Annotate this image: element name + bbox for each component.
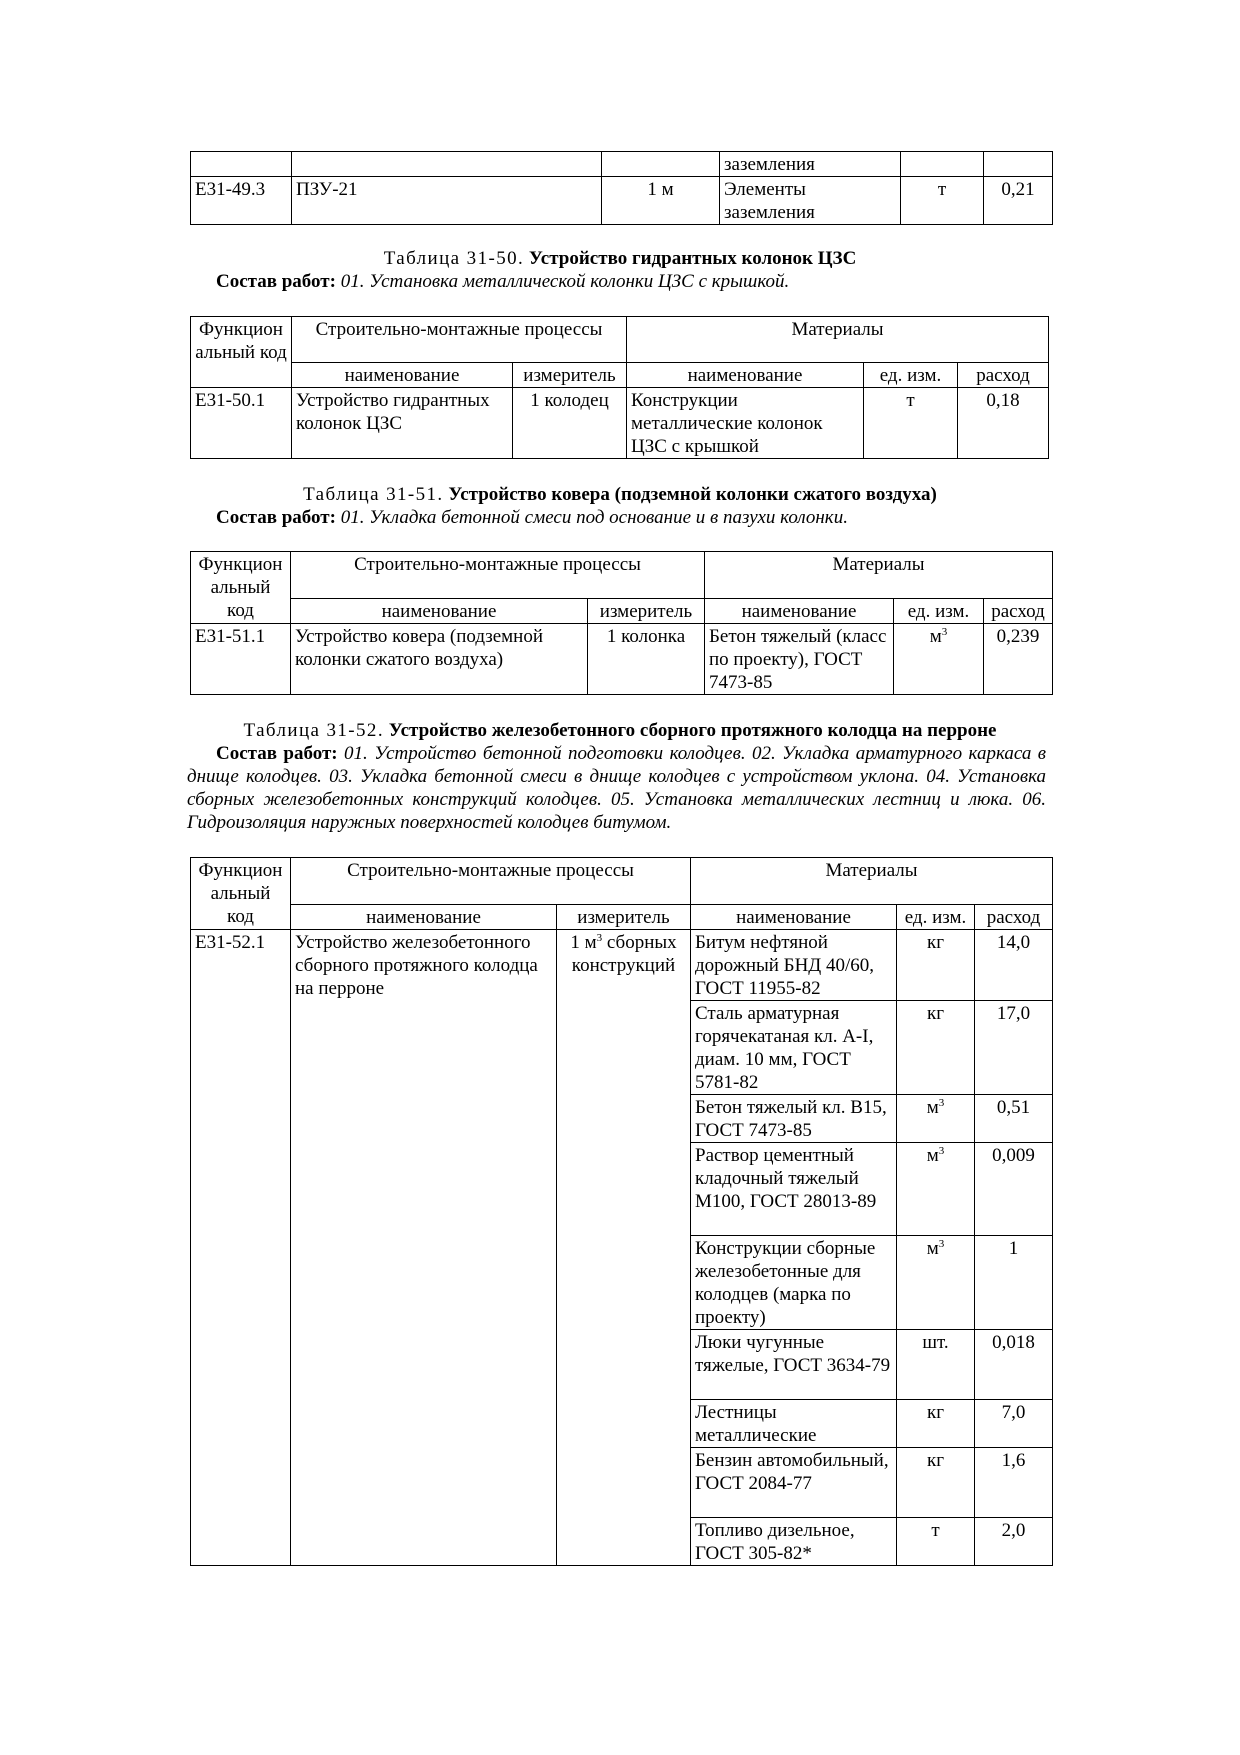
header-row [191,552,1053,599]
material-name-cell: Лестницы металлические [691,1400,897,1448]
material-name-cell: Бетон тяжелый (класс по проекту), ГОСТ 7473-85 [705,624,894,695]
rate-cell: 1 [975,1236,1053,1330]
header-processes: Строительно-монтажные процессы [291,552,705,599]
unit-text: м [926,1097,939,1118]
material-name-cell: Конструкции сборные железобетонные для колодцев (марка по проекту) [691,1236,897,1330]
header-rate: расход [958,363,1049,388]
unit-cell [897,1236,975,1330]
process-name-cell: Устройство ковера (подземной колонки сжатого воздуха) [291,624,588,695]
work-composition-label: Состав работ: [216,743,338,764]
meter-cell [602,152,720,177]
table-row [191,152,1053,177]
header-name: наименование [291,599,588,624]
header-unit: ед. изм. [864,363,958,388]
header-materials: Материалы [691,858,1053,905]
table-31-52 [190,857,1053,1566]
table-number: Таблица 31-52. [243,720,384,741]
material-name-cell: Битум нефтяной дорожный БНД 40/60, ГОСТ 11955-82 [691,930,897,1001]
unit-text: кг [926,1402,945,1423]
rate-cell: 14,0 [975,930,1053,1001]
code-cell: Е31-51.1 [191,624,291,695]
process-name-cell: ПЗУ-21 [292,177,602,225]
unit-cell [897,1400,975,1448]
process-name-cell [292,152,602,177]
unit-text: м [929,626,942,647]
header-name: наименование [292,363,513,388]
unit-text: кг [926,1450,945,1471]
header-materials: Материалы [627,317,1049,363]
header-rate: расход [975,905,1053,930]
work-composition-text: 01. Установка металлической колонки ЦЗС с крышкой. [340,271,790,292]
work-composition [216,506,1046,529]
header-meter: измеритель [513,363,627,388]
meter-cell: 1 м [602,177,720,225]
work-composition-label: Состав работ: [216,271,336,292]
unit-cell [897,1330,975,1400]
rate-cell: 0,018 [975,1330,1053,1400]
code-cell: Е31-50.1 [191,388,292,459]
unit-superscript: 3 [938,1238,945,1250]
code-cell: Е31-52.1 [191,930,291,1566]
header-processes: Строительно-монтажные процессы [292,317,627,363]
header-processes: Строительно-монтажные процессы [291,858,691,905]
table-number: Таблица 31-50. [383,248,525,269]
unit-cell [897,1001,975,1095]
table-title: Устройство железобетонного сборного протяжного колодца на перроне [388,720,997,741]
unit-cell [897,1518,975,1566]
rate-cell: 1,6 [975,1448,1053,1518]
table-caption [0,483,1240,506]
header-meter: измеритель [557,905,691,930]
subheader-row [191,905,1053,930]
unit-text: м [926,1238,939,1259]
table-row [191,624,1053,695]
material-name-cell: Бензин автомобильный, ГОСТ 2084-77 [691,1448,897,1518]
header-rate: расход [984,599,1053,624]
table-row [191,930,1053,1001]
material-name-cell: Раствор цементный кладочный тяжелый М100, ГОСТ 28013-89 [691,1143,897,1236]
meter-text: 1 м [570,932,597,953]
header-name: наименование [291,905,557,930]
unit-cell [901,152,984,177]
rate-cell: 0,239 [984,624,1053,695]
header-row [191,858,1053,905]
unit-text: кг [926,1003,945,1024]
meter-cell [557,930,691,1566]
unit-text: м [926,1145,939,1166]
work-composition-text: 01. Устройство бетонной подготовки колодцев. 02. Укладка арматурного каркаса в днище колодцев. 03. Укладка бетонной смеси в днище колодцев с устройством уклона. 04. Установка сборных железобетонных конструкций колодцев. 05. Установка металлических лестниц и люка. 06. Гидроизоляция наружных поверхностей колодцев битумом. [187,743,1046,833]
meter-superscript: 3 [596,932,603,944]
meter-cell: 1 колонка [588,624,705,695]
header-meter: измеритель [588,599,705,624]
header-row [191,317,1049,363]
meter-text-rest: сборных конструкций [571,932,677,976]
material-name-cell: Элементы заземления [720,177,901,225]
meter-cell: 1 колодец [513,388,627,459]
work-composition-label: Состав работ: [216,507,336,528]
header-code: Функцион альный код [191,858,291,930]
header-material-name: наименование [705,599,894,624]
header-material-name: наименование [691,905,897,930]
material-name-cell: Топливо дизельное, ГОСТ 305-82* [691,1518,897,1566]
material-name-cell: Сталь арматурная горячекатаная кл. А-I, диам. 10 мм, ГОСТ 5781-82 [691,1001,897,1095]
table-31-51 [190,551,1053,695]
unit-cell [897,1448,975,1518]
process-name-cell: Устройство железобетонного сборного протяжного колодца на перроне [291,930,557,1566]
table-31-50 [190,316,1049,459]
rate-cell [984,152,1053,177]
rate-cell: 2,0 [975,1518,1053,1566]
header-material-name: наименование [627,363,864,388]
work-composition-text: 01. Укладка бетонной смеси под основание и в пазухи колонки. [340,507,848,528]
work-composition [216,270,1046,293]
table-title: Устройство гидрантных колонок ЦЗС [528,248,857,269]
table-title: Устройство ковера (подземной колонки сжатого воздуха) [448,484,937,505]
unit-superscript: 3 [941,626,948,638]
table-31-49-continuation [190,151,1053,225]
unit-cell: т [864,388,958,459]
table-row [191,177,1053,225]
material-name-cell: Бетон тяжелый кл. В15, ГОСТ 7473-85 [691,1095,897,1143]
material-name-cell: Конструкции металлические колонок ЦЗС с крышкой [627,388,864,459]
unit-cell [894,624,984,695]
work-composition [187,742,1046,834]
subheader-row [191,599,1053,624]
unit-text: т [931,1520,940,1541]
header-code: Функцион альный код [191,317,292,388]
material-name-cell: Люки чугунные тяжелые, ГОСТ 3634-79 [691,1330,897,1400]
header-unit: ед. изм. [894,599,984,624]
header-unit: ед. изм. [897,905,975,930]
table-caption [0,247,1240,270]
rate-cell: 0,18 [958,388,1049,459]
rate-cell: 17,0 [975,1001,1053,1095]
code-cell: Е31-49.3 [191,177,292,225]
rate-cell: 0,009 [975,1143,1053,1236]
header-materials: Материалы [705,552,1053,599]
unit-cell [897,1095,975,1143]
rate-cell: 0,21 [984,177,1053,225]
process-name-cell: Устройство гидрантных колонок ЦЗС [292,388,513,459]
unit-superscript: 3 [938,1145,945,1157]
table-number: Таблица 31-51. [303,484,444,505]
header-code: Функцион альный код [191,552,291,624]
unit-cell: т [901,177,984,225]
unit-cell [897,930,975,1001]
unit-superscript: 3 [938,1097,945,1109]
unit-cell [897,1143,975,1236]
code-cell [191,152,292,177]
table-caption [0,719,1240,742]
rate-cell: 7,0 [975,1400,1053,1448]
subheader-row [191,363,1049,388]
rate-cell: 0,51 [975,1095,1053,1143]
unit-text: шт. [922,1332,949,1353]
material-name-cell: заземления [720,152,901,177]
unit-text: кг [926,932,945,953]
table-row [191,388,1049,459]
